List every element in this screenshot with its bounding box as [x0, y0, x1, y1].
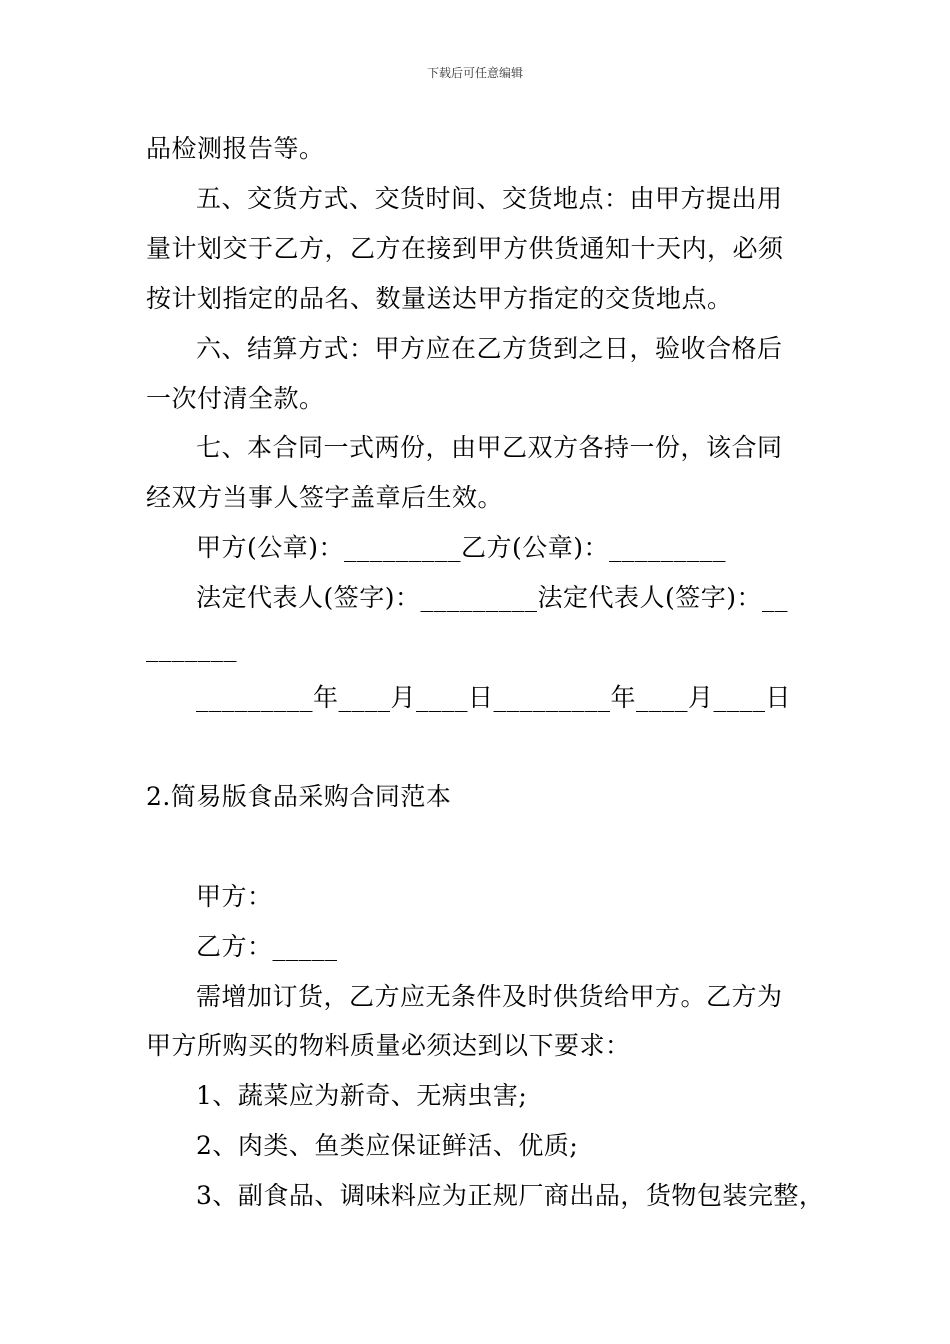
text-line: 需增加订货，乙方应无条件及时供货给甲方。乙方为: [196, 982, 783, 1011]
signature-line-seal: 甲方(公章)：_________乙方(公章)：_________: [196, 533, 727, 562]
text-line: 七、本合同一式两份，由甲乙双方各持一份，该合同: [196, 433, 783, 462]
text-line: 一次付清全款。: [146, 384, 325, 413]
party-b-label: 乙方：_____: [196, 932, 338, 961]
text-line: 甲方所购买的物料质量必须达到以下要求：: [146, 1031, 631, 1060]
text-line: 经双方当事人签字盖章后生效。: [146, 483, 504, 512]
list-item: 2、肉类、鱼类应保证鲜活、优质;: [196, 1131, 579, 1160]
text-line: 六、结算方式：甲方应在乙方货到之日，验收合格后: [196, 334, 783, 363]
list-item: 3、副食品、调味料应为正规厂商出品，货物包装完整，: [196, 1181, 825, 1210]
signature-line-continued: _______: [146, 633, 237, 662]
date-line: _________年____月____日_________年____月____日: [196, 683, 792, 712]
text-line: 按计划指定的品名、数量送达甲方指定的交货地点。: [146, 284, 733, 313]
party-a-label: 甲方：: [196, 882, 273, 911]
list-item: 1、蔬菜应为新奇、无病虫害;: [196, 1081, 528, 1110]
signature-line-representative: 法定代表人(签字)：_________法定代表人(签字)：__: [196, 583, 789, 612]
text-line: 五、交货方式、交货时间、交货地点：由甲方提出用: [196, 184, 783, 213]
section-title: 2.简易版食品采购合同范本: [146, 782, 452, 811]
text-line: 量计划交于乙方，乙方在接到甲方供货通知十天内，必须: [146, 234, 784, 263]
text-line: 品检测报告等。: [146, 134, 325, 163]
page-header: 下载后可任意编辑: [426, 66, 523, 80]
